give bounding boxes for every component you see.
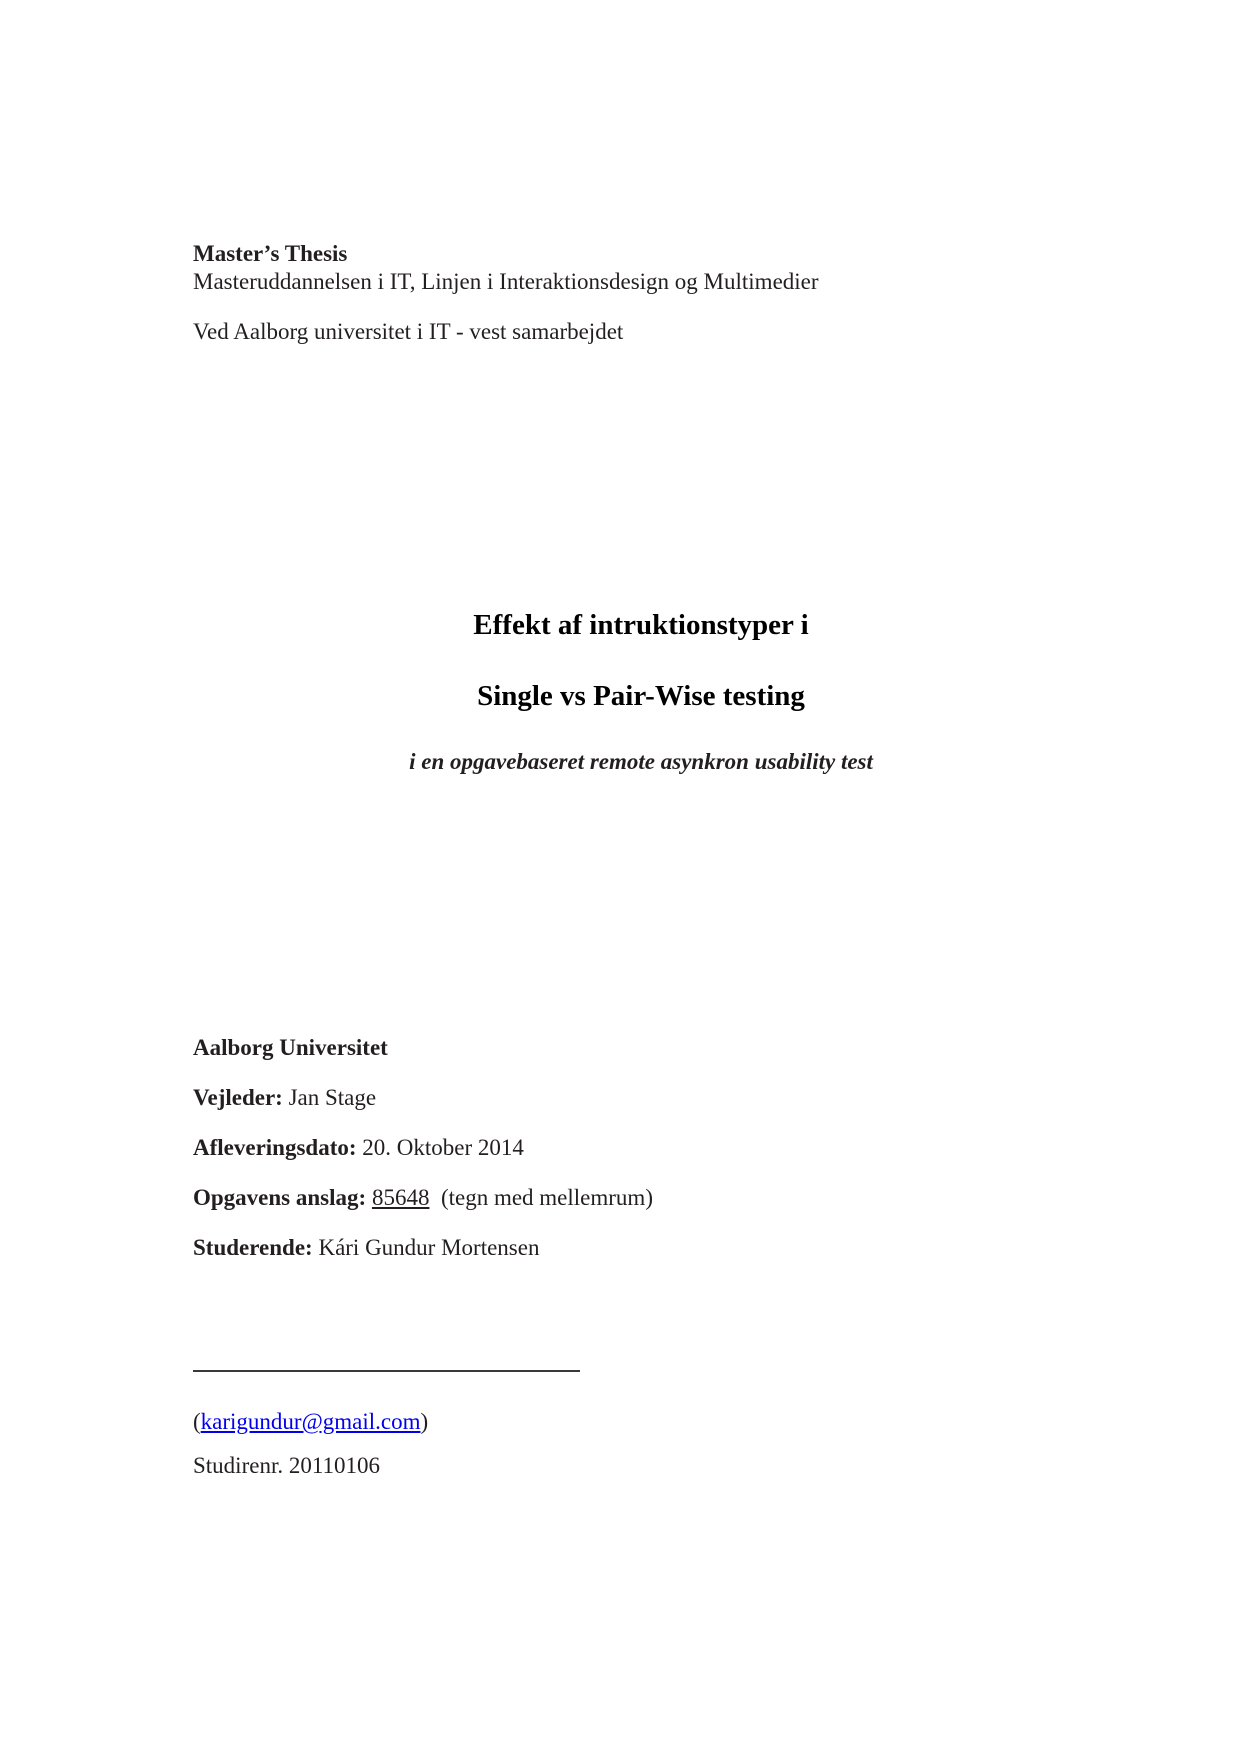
- title-line-1: Effekt af intruktionstyper i: [473, 609, 809, 641]
- student-value: Kári Gundur Mortensen: [318, 1235, 540, 1260]
- email-link[interactable]: karigundur@gmail.com: [200, 1409, 421, 1434]
- date-row: [193, 1134, 524, 1162]
- character-count-label: Opgavens anslag:: [193, 1185, 367, 1210]
- student-number: Studirenr. 20110106: [193, 1453, 380, 1478]
- supervisor-label: Vejleder:: [193, 1085, 283, 1110]
- student-row: [193, 1234, 539, 1262]
- program-name: Masteruddannelsen i IT, Linjen i Interaktionsdesign og Multimedier: [193, 269, 819, 294]
- university-name: Aalborg Universitet: [193, 1035, 388, 1060]
- date-label: Afleveringsdato:: [193, 1135, 357, 1160]
- email-open-paren: (: [193, 1409, 201, 1434]
- student-label: Studerende:: [193, 1235, 313, 1260]
- email-close-paren: ): [420, 1409, 429, 1434]
- date-value: 20. Oktober 2014: [362, 1135, 524, 1160]
- thesis-label: Master’s Thesis: [193, 241, 348, 266]
- signature-line: [193, 1370, 580, 1372]
- character-count-note: (tegn med mellemrum): [440, 1185, 653, 1210]
- institution-line: Ved Aalborg universitet i IT - vest samarbejdet: [193, 319, 624, 344]
- character-count-value: 85648: [371, 1185, 430, 1210]
- character-count-row: [193, 1184, 653, 1212]
- email-row: [193, 1408, 428, 1436]
- subtitle: i en opgavebaseret remote asynkron usability test: [409, 749, 873, 774]
- supervisor-row: [193, 1084, 376, 1112]
- title-line-2: Single vs Pair-Wise testing: [477, 680, 805, 712]
- supervisor-value: Jan Stage: [288, 1085, 377, 1110]
